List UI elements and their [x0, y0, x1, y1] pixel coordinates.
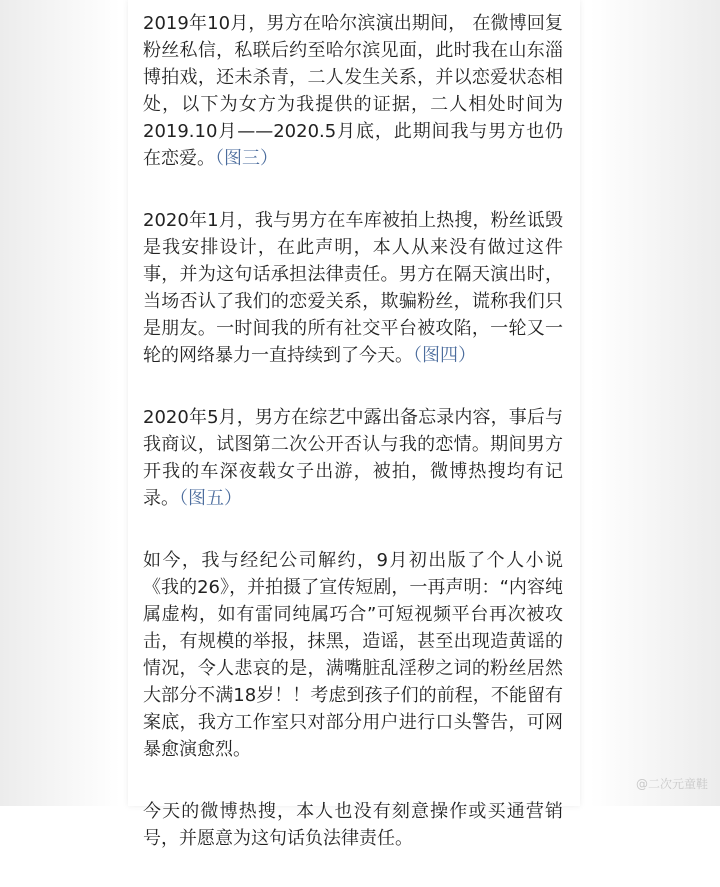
paragraph-text: 2019年10月，男方在哈尔滨演出期间， 在微博回复粉丝私信，私联后约至哈尔滨见面，此时我在山东淄博拍戏，还未杀青，二人发生关系，并以恋爱状态相处，以下为女方为我提供的证据，二人相处时间为2019.10月——2020.5月底，此期间我与男方也仍在恋爱。	[143, 13, 563, 169]
paragraph-text: 如今，我与经纪公司解约，9月初出版了个人小说《我的26》，并拍摄了宣传短剧，一再声明：“内容纯属虚构，如有雷同纯属巧合”可短视频平台再次被攻击，有规模的举报，抹黑，造谣，甚至出现造黄谣的情况，令人悲哀的是，满嘴脏乱淫秽之词的粉丝居然大部分不满18岁！！考虑到孩子们的前程，不能留有案底，我方工作室只对部分用户进行口头警告，可网暴愈演愈烈。	[143, 550, 563, 760]
paragraph-5	[143, 798, 563, 852]
paragraph-4	[143, 547, 563, 763]
figure-reference: （图五）	[179, 488, 242, 509]
watermark: @二次元童鞋	[635, 777, 708, 791]
paragraph-text: 2020年1月，我与男方在车库被拍上热搜，粉丝诋毁是我安排设计，在此声明，本人从来没有做过这件事，并为这句话承担法律责任。男方在隔天演出时，当场否认了我们的恋爱关系，欺骗粉丝，谎称我们只是朋友。一时间我的所有社交平台被攻陷，一轮又一轮的网络暴力一直持续到了今天。	[143, 210, 563, 366]
paragraph-1	[143, 10, 563, 172]
paragraph-text: 2020年5月，男方在综艺中露出备忘录内容，事后与我商议，试图第二次公开否认与我的恋情。期间男方开我的车深夜载女子出游，被拍，微博热搜均有记录。	[143, 407, 563, 509]
statement-text	[143, 10, 563, 887]
paragraph-text: 今天的微博热搜，本人也没有刻意操作或买通营销号，并愿意为这句话负法律责任。	[143, 801, 563, 849]
paragraph-2	[143, 207, 563, 369]
figure-reference: （图三）	[215, 148, 278, 169]
paragraph-3	[143, 404, 563, 512]
figure-reference: （图四）	[413, 345, 476, 366]
